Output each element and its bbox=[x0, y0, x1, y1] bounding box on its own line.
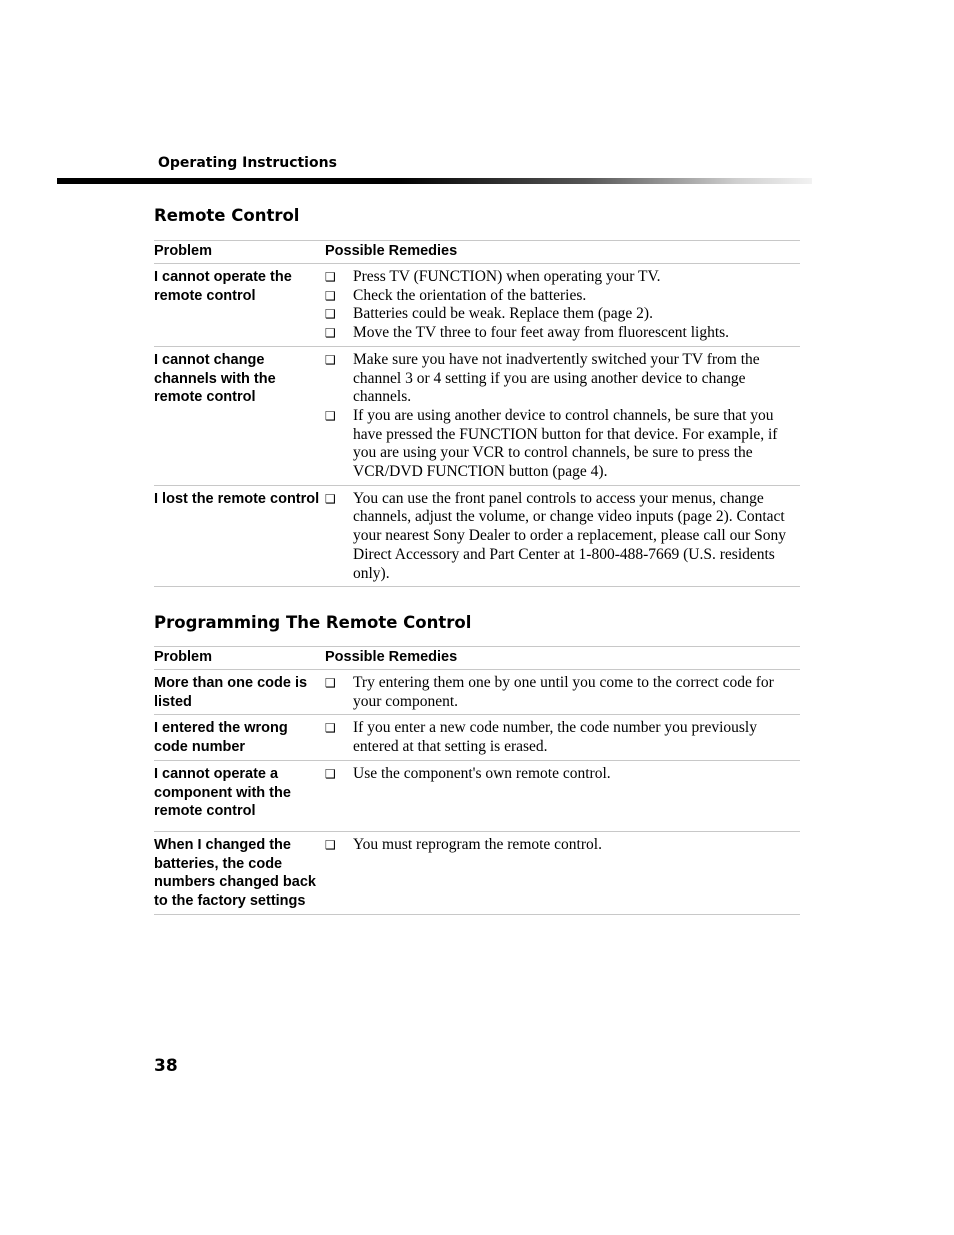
remedy-item bbox=[325, 719, 800, 756]
remedy-text: Move the TV three to four feet away from fluorescent lights. bbox=[353, 324, 730, 342]
remedy-text: Try entering them one by one until you come to the correct code for your component. bbox=[353, 674, 774, 710]
table-row bbox=[154, 346, 800, 485]
remedy-text: Check the orientation of the batteries. bbox=[353, 286, 587, 304]
remedy-item bbox=[325, 305, 800, 324]
remedy-item bbox=[325, 407, 800, 482]
problem-cell: When I changed the batteries, the code numbers changed back to the factory settings bbox=[154, 831, 325, 914]
checkbox-bullet-icon: ❑ bbox=[325, 408, 336, 423]
remedies-cell bbox=[325, 264, 800, 347]
remedy-list bbox=[325, 490, 800, 584]
problem-cell: More than one code is listed bbox=[154, 670, 325, 715]
checkbox-bullet-icon: ❑ bbox=[325, 352, 336, 367]
remedy-list bbox=[325, 765, 800, 784]
table-row bbox=[154, 831, 800, 914]
header-rule bbox=[57, 178, 812, 184]
problem-header: Problem bbox=[154, 647, 325, 670]
remedy-text: Batteries could be weak. Replace them (page 2). bbox=[353, 305, 653, 323]
remedy-text: Press TV (FUNCTION) when operating your TV. bbox=[353, 268, 661, 285]
problem-cell: I lost the remote control bbox=[154, 485, 325, 587]
problem-cell: I cannot operate the remote control bbox=[154, 264, 325, 347]
remedy-item bbox=[325, 351, 800, 407]
remedies-cell bbox=[325, 485, 800, 587]
remedy-text: If you enter a new code number, the code number you previously entered at that setting is erased. bbox=[353, 719, 757, 756]
remedy-text: If you are using another device to control channels, be sure that you have pressed the FUNCTION button for that device. For example, if you are using your VCR to control channels, be sure to press the VCR/DVD FUNCTION button (page 4). bbox=[353, 406, 778, 481]
remedy-item bbox=[325, 674, 800, 711]
remedy-item bbox=[325, 324, 800, 343]
checkbox-bullet-icon: ❑ bbox=[325, 491, 336, 506]
remedy-item bbox=[325, 287, 800, 306]
programming-remote-section bbox=[154, 612, 800, 915]
troubleshooting-table bbox=[154, 240, 800, 587]
remedy-text: You must reprogram the remote control. bbox=[353, 835, 602, 853]
problem-cell: I cannot change channels with the remote control bbox=[154, 346, 325, 485]
remedy-list bbox=[325, 674, 800, 711]
remedy-item bbox=[325, 836, 800, 855]
problem-cell: I entered the wrong code number bbox=[154, 715, 325, 760]
remedies-cell bbox=[325, 715, 800, 760]
section-title: Remote Control bbox=[154, 206, 300, 225]
remedies-header: Possible Remedies bbox=[325, 241, 800, 264]
remedy-item bbox=[325, 765, 800, 784]
remedies-cell bbox=[325, 670, 800, 715]
table-row bbox=[154, 670, 800, 715]
troubleshooting-table bbox=[154, 646, 800, 915]
checkbox-bullet-icon: ❑ bbox=[325, 326, 336, 341]
checkbox-bullet-icon: ❑ bbox=[325, 307, 336, 322]
remedy-item bbox=[325, 490, 800, 584]
table-row bbox=[154, 264, 800, 347]
remedies-cell bbox=[325, 760, 800, 831]
remedy-list bbox=[325, 719, 800, 756]
checkbox-bullet-icon: ❑ bbox=[325, 676, 336, 690]
remedy-item bbox=[325, 268, 800, 287]
remedy-list bbox=[325, 836, 800, 855]
table-row bbox=[154, 715, 800, 760]
table-row bbox=[154, 760, 800, 831]
problem-header: Problem bbox=[154, 241, 325, 264]
remedy-text: Make sure you have not inadvertently switched your TV from the channel 3 or 4 setting if you are using another device to change channels. bbox=[353, 350, 760, 406]
table-header-row bbox=[154, 241, 800, 264]
remedy-list bbox=[325, 268, 800, 343]
remedy-list bbox=[325, 351, 800, 482]
table-row bbox=[154, 485, 800, 587]
problem-cell: I cannot operate a component with the remote control bbox=[154, 760, 325, 831]
checkbox-bullet-icon: ❑ bbox=[325, 270, 336, 284]
checkbox-bullet-icon: ❑ bbox=[325, 766, 336, 781]
checkbox-bullet-icon: ❑ bbox=[325, 837, 336, 852]
remedy-text: Use the component's own remote control. bbox=[353, 764, 611, 782]
remedy-text: You can use the front panel controls to access your menus, change channels, adjust the volume, or change video inputs (page 2). Contact your nearest Sony Dealer to order a replacement, please call our Sony Direct Accessory and Part Center at 1-800-488-7669 (U.S. residents only). bbox=[353, 489, 786, 582]
remedies-cell bbox=[325, 831, 800, 914]
remote-control-section bbox=[154, 205, 800, 587]
remedies-cell bbox=[325, 346, 800, 485]
table-header-row bbox=[154, 647, 800, 670]
running-head: Operating Instructions bbox=[158, 155, 337, 171]
page-number: 38 bbox=[154, 1056, 178, 1076]
checkbox-bullet-icon: ❑ bbox=[325, 288, 336, 303]
checkbox-bullet-icon: ❑ bbox=[325, 721, 336, 736]
section-title: Programming The Remote Control bbox=[154, 613, 472, 632]
remedies-header: Possible Remedies bbox=[325, 647, 800, 670]
